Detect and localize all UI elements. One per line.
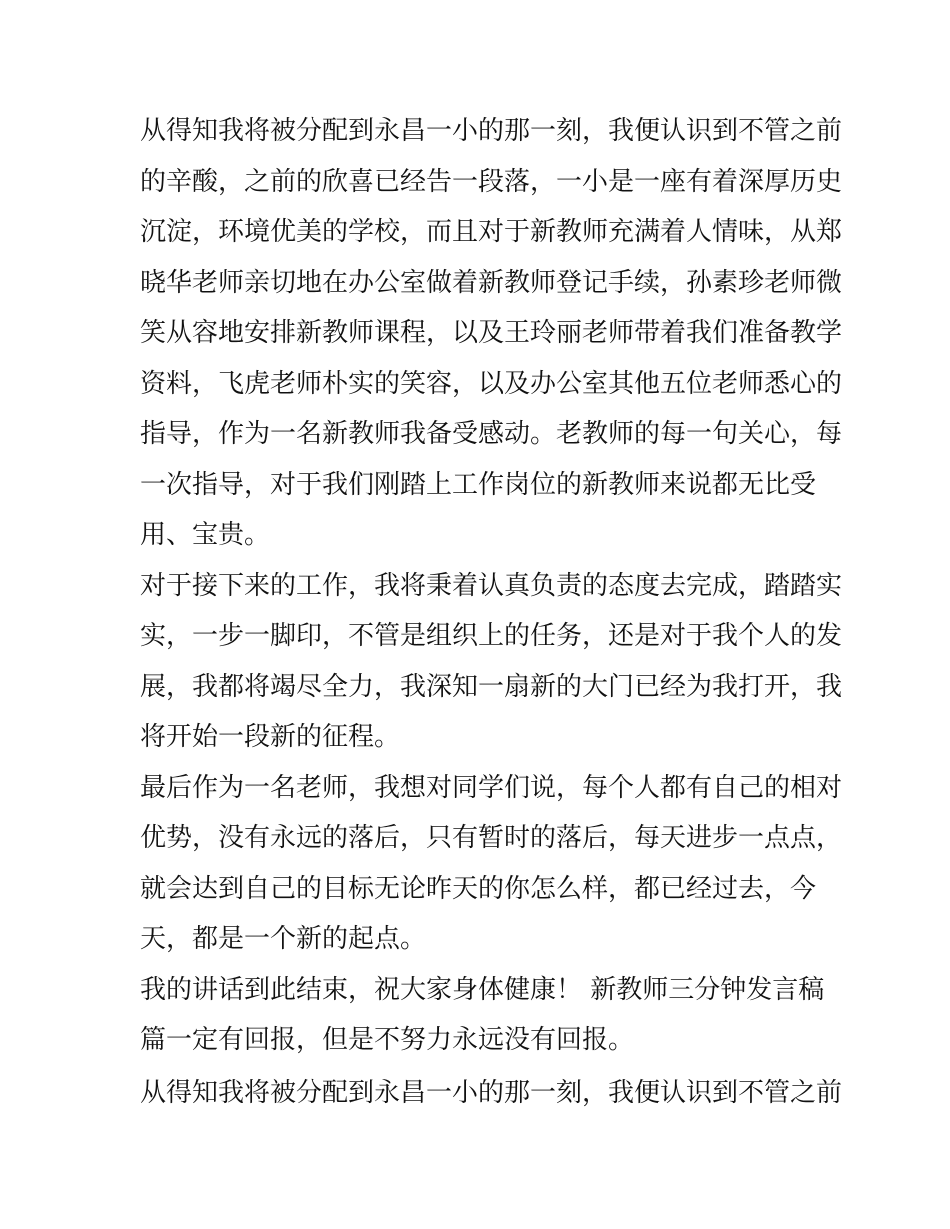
text-line: 沉淀，环境优美的学校，而且对于新教师充满着人情味，从郑 (140, 217, 843, 247)
text-line: 晓华老师亲切地在办公室做着新教师登记手续，孙素珍老师微 (140, 268, 843, 298)
text-line: 用、宝贵。 (140, 520, 271, 550)
text-line: 就会达到自己的目标无论昨天的你怎么样，都已经过去，今 (140, 874, 817, 904)
text-line: 对于接下来的工作，我将秉着认真负责的态度去完成，踏踏实 (140, 571, 843, 601)
text-line: 笑从容地安排新教师课程，以及王玲丽老师带着我们准备教学 (140, 318, 843, 348)
text-line: 实，一步一脚印，不管是组织上的任务，还是对于我个人的发 (140, 621, 843, 651)
text-line: 将开始一段新的征程。 (140, 722, 401, 752)
text-line: 的辛酸，之前的欣喜已经告一段落，一小是一座有着深厚历史 (140, 167, 843, 197)
text-line: 我的讲话到此结束，祝大家身体健康！ 新教师三分钟发言稿 (140, 975, 825, 1005)
text-line: 指导，作为一名新教师我备受感动。老教师的每一句关心，每 (140, 419, 843, 449)
text-line: 篇一定有回报，但是不努力永远没有回报。 (140, 1025, 635, 1055)
text-line: 一次指导，对于我们刚踏上工作岗位的新教师来说都无比受 (140, 470, 817, 500)
text-line: 优势，没有永远的落后，只有暂时的落后，每天进步一点点， (140, 823, 843, 853)
text-line: 最后作为一名老师，我想对同学们说，每个人都有自己的相对 (140, 773, 843, 803)
text-line: 资料，飞虎老师朴实的笑容，以及办公室其他五位老师悉心的 (140, 369, 843, 399)
text-line: 天，都是一个新的起点。 (140, 924, 427, 954)
text-line: 从得知我将被分配到永昌一小的那一刻，我便认识到不管之前 (140, 1078, 843, 1108)
text-line: 展，我都将竭尽全力，我深知一扇新的大门已经为我打开，我 (140, 672, 843, 702)
text-line: 从得知我将被分配到永昌一小的那一刻，我便认识到不管之前 (140, 116, 843, 146)
